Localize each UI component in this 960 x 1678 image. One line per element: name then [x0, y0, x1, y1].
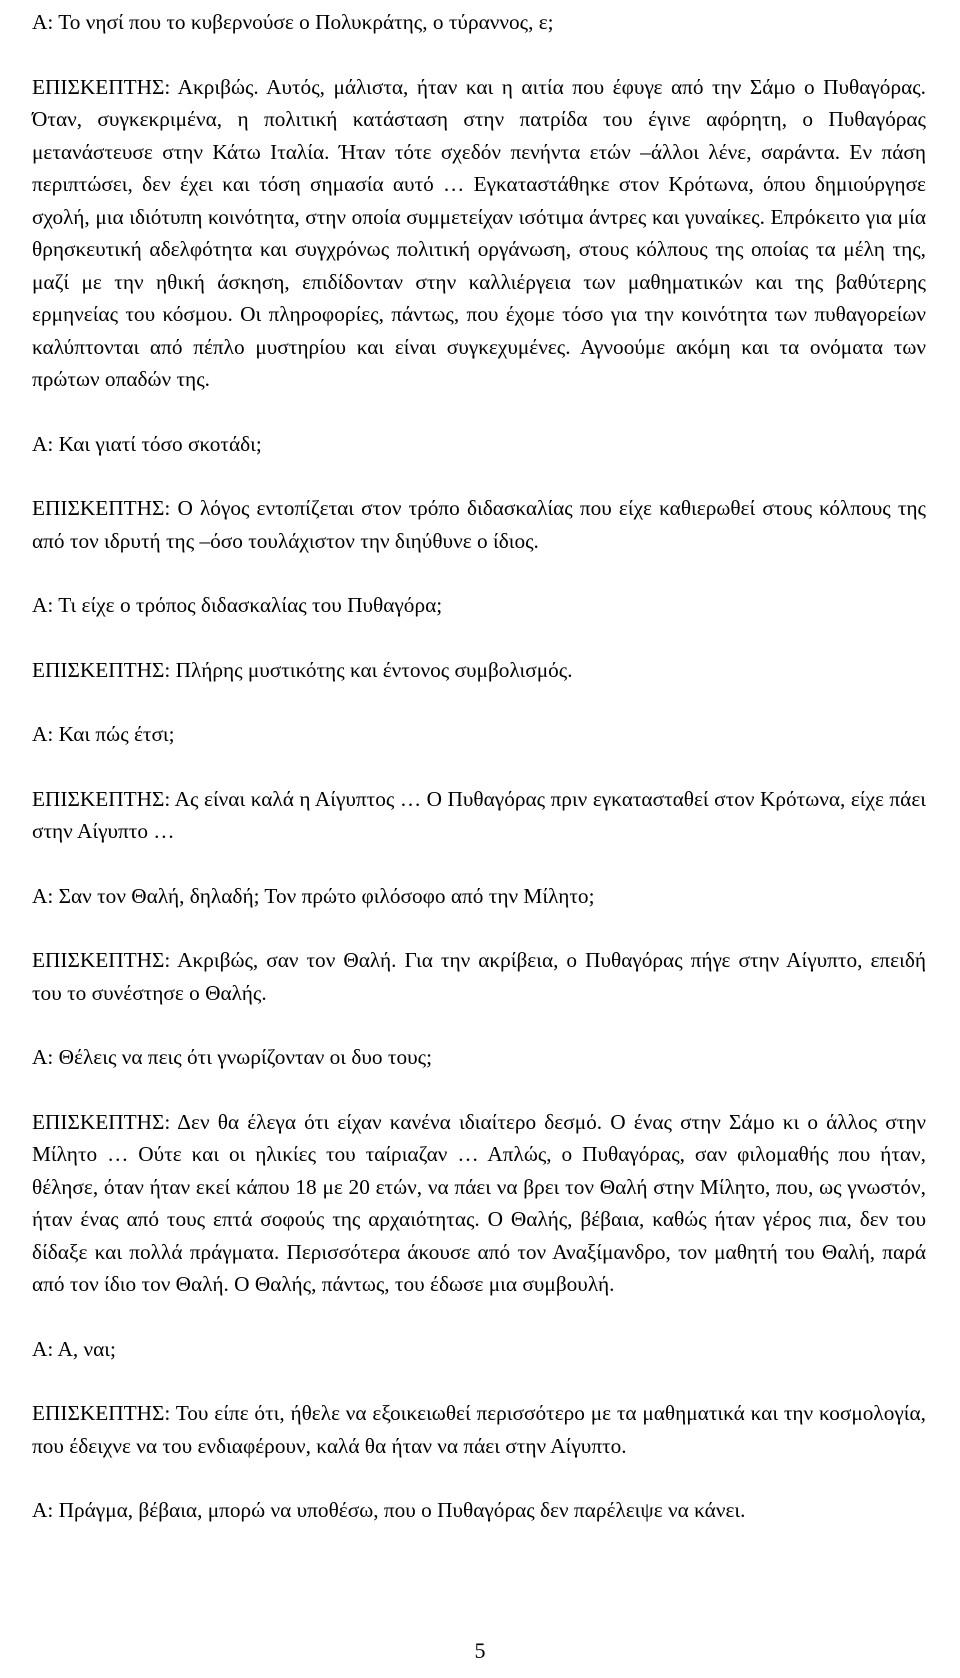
dialogue-paragraph-13: Α: Α, ναι; [32, 1336, 116, 1361]
document-page [32, 6, 926, 1559]
dialogue-paragraph-9: Α: Σαν τον Θαλή, δηλαδή; Τον πρώτο φιλόσοφο από την Μίλητο; [32, 883, 595, 908]
dialogue-paragraph-6: ΕΠΙΣΚΕΠΤΗΣ: Πλήρης μυστικότης και έντονος συμβολισμός. [32, 657, 573, 682]
dialogue-paragraph-4: ΕΠΙΣΚΕΠΤΗΣ: Ο λόγος εντοπίζεται στον τρόπο διδασκαλίας που είχε καθιερωθεί στους κόλπους της από τον ιδρυτή της –όσο τουλάχιστον την διηύθυνε ο ίδιος. [32, 496, 926, 553]
dialogue-paragraph-15: Α: Πράγμα, βέβαια, μπορώ να υποθέσω, που ο Πυθαγόρας δεν παρέλειψε να κάνει. [32, 1498, 746, 1522]
dialogue-paragraph-5: Α: Τι είχε ο τρόπος διδασκαλίας του Πυθαγόρα; [32, 593, 443, 617]
dialogue-paragraph-1: Α: Το νησί που το κυβερνούσε ο Πολυκράτης, ο τύραννος, ε; [32, 10, 554, 34]
dialogue-paragraph-7: Α: Και πώς έτσι; [32, 722, 175, 746]
dialogue-paragraph-12: ΕΠΙΣΚΕΠΤΗΣ: Δεν θα έλεγα ότι είχαν κανένα ιδιαίτερο δεσμό. Ο ένας στην Σάμο κι ο άλλος στην Μίλητο … Ούτε και οι ηλικίες του ταίριαζαν … Απλώς, ο Πυθαγόρας, σαν φιλομαθής που ήταν, θέλησε, όταν ήταν εκεί κάπου 18 με 20 ετών, να πάει να βρει τον Θαλή στην Μίλητο, που, ως γνωστόν, ήταν ένας από τους επτά σοφούς της αρχαιότητας. Ο Θαλής, βέβαια, καθώς ήταν γέρος πια, δεν του δίδαξε και πολλά πράγματα. Περισσότερα άκουσε από τον Αναξίμανδρο, τον μαθητή του Θαλή, παρά από τον ίδιο τον Θαλή. Ο Θαλής, πάντως, του έδωσε μια συμβουλή. [32, 1109, 926, 1296]
dialogue-paragraph-3: Α: Και γιατί τόσο σκοτάδι; [32, 431, 262, 456]
dialogue-paragraph-8: ΕΠΙΣΚΕΠΤΗΣ: Ας είναι καλά η Αίγυπτος … Ο Πυθαγόρας πριν εγκατασταθεί στον Κρότωνα, είχε πάει στην Αίγυπτο … [32, 786, 926, 843]
dialogue-paragraph-10: ΕΠΙΣΚΕΠΤΗΣ: Ακριβώς, σαν τον Θαλή. Για την ακρίβεια, ο Πυθαγόρας πήγε στην Αίγυπτο, επειδή του το συνέστησε ο Θαλής. [32, 948, 926, 1005]
dialogue-paragraph-2: ΕΠΙΣΚΕΠΤΗΣ: Ακριβώς. Αυτός, μάλιστα, ήταν και η αιτία που έφυγε από την Σάμο ο Πυθαγόρας. Όταν, συγκεκριμένα, η πολιτική κατάσταση στην πατρίδα του έγινε αφόρητη, ο Πυθαγόρας μετανάστευσε στην Κάτω Ιταλία. Ήταν τότε σχεδόν πενήντα ετών –άλλοι λένε, σαράντα. Εν πάση περιπτώσει, δεν έχει και τόση σημασία αυτό … Εγκαταστάθηκε στον Κρότωνα, όπου δημιούργησε σχολή, μια ιδιότυπη κοινότητα, στην οποία συμμετείχαν ισότιμα άντρες και γυναίκες. Επρόκειτο για μία θρησκευτική αδελφότητα και συγχρόνως πολιτική οργάνωση, στους κόλπους της οποίας τα μέλη της, μαζί με την ηθική άσκηση, επιδίδονταν στην καλλιέργεια των μαθηματικών και της βαθύτερης ερμηνείας του κόσμου. Οι πληροφορίες, πάντως, που έχομε τόσο για την κοινότητα των πυθαγορείων καλύπτονται από πέπλο μυστηρίου και είναι συγκεχυμένες. Αγνοούμε ακόμη και τα ονόματα των πρώτων οπαδών της. [32, 74, 926, 391]
dialogue-paragraph-14: ΕΠΙΣΚΕΠΤΗΣ: Του είπε ότι, ήθελε να εξοικειωθεί περισσότερο με τα μαθηματικά και την κοσμολογία, που έδειχνε να του ενδιαφέρουν, καλά θα ήταν να πάει στην Αίγυπτο. [32, 1401, 926, 1458]
page-number: 5 [474, 1638, 486, 1663]
dialogue-paragraph-11: Α: Θέλεις να πεις ότι γνωρίζονταν οι δυο τους; [32, 1045, 433, 1069]
